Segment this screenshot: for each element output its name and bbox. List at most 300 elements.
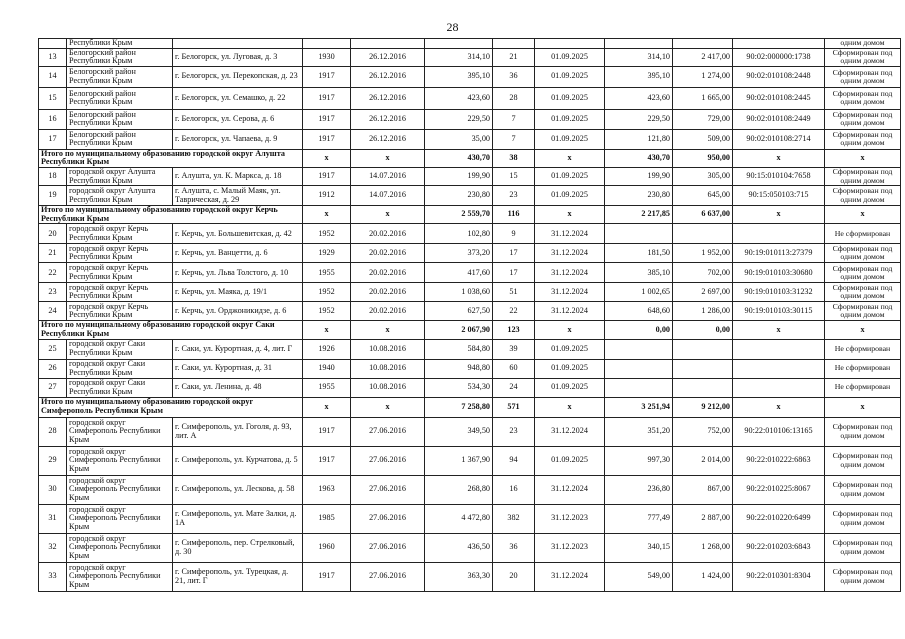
table-row (39, 87, 901, 109)
cell-date: 10.08.2016 (351, 339, 425, 359)
cell-cost: 1 286,00 (673, 302, 733, 321)
cell-date: 20.02.2016 (351, 224, 425, 244)
cell-residents: 38 (493, 149, 535, 167)
cell-cost: 2 697,00 (673, 283, 733, 302)
cell-total-label: Итого по муниципальному образованию городской округ Симферополь Республики Крым (39, 397, 303, 417)
cell-status: x (825, 206, 901, 224)
cell-cost: 2 887,00 (673, 504, 733, 533)
cell-number: 15 (39, 87, 67, 109)
cell-area: 395,10 (425, 66, 493, 87)
cell-cost: 2 417,00 (673, 48, 733, 66)
cell-residents: 123 (493, 321, 535, 339)
cell-year: 1926 (303, 339, 351, 359)
cell-total-label: Итого по муниципальному образованию городской округ Алушта Республики Крым (39, 149, 303, 167)
cell-cost: 6 637,00 (673, 206, 733, 224)
cell-cost: 1 424,00 (673, 562, 733, 591)
cell-date: 20.02.2016 (351, 244, 425, 263)
cell-area: 2 559,70 (425, 206, 493, 224)
cell-area-resettled: 997,30 (605, 446, 673, 475)
cell-deadline: 01.09.2025 (535, 109, 605, 129)
table-row (39, 66, 901, 87)
cell-number: 24 (39, 302, 67, 321)
cell-cadastral: 90:02:010108:2448 (733, 66, 825, 87)
cell-area-resettled: 1 002,65 (605, 283, 673, 302)
table-row (39, 504, 901, 533)
cell-date: 14.07.2016 (351, 186, 425, 206)
cell-status: x (825, 397, 901, 417)
cell-area: 4 472,80 (425, 504, 493, 533)
cell-deadline: 31.12.2024 (535, 417, 605, 446)
cell-residents: 60 (493, 359, 535, 378)
cell-cadastral: 90:15:050103:715 (733, 186, 825, 206)
cell-number: 18 (39, 167, 67, 185)
cell-cost: 702,00 (673, 263, 733, 283)
cell-address: г. Симферополь, ул. Мате Залки, д. 1А (173, 504, 303, 533)
cell-area: 199,90 (425, 167, 493, 185)
cell-residents: 116 (493, 206, 535, 224)
cell-year: 1917 (303, 167, 351, 185)
table-row (39, 224, 901, 244)
cell-empty (535, 39, 605, 49)
cell-year: 1940 (303, 359, 351, 378)
cell-residents: 9 (493, 224, 535, 244)
cell-cadastral: 90:02:010108:2449 (733, 109, 825, 129)
cell-municipality: городской округ Алушта Республики Крым (67, 186, 173, 206)
cell-status: Сформирован под одним домом (825, 446, 901, 475)
cell-number: 23 (39, 283, 67, 302)
cell-date: x (351, 206, 425, 224)
cell-date: 20.02.2016 (351, 283, 425, 302)
cell-cost (673, 378, 733, 397)
cell-address: г. Белогорск, ул. Луговая, д. 3 (173, 48, 303, 66)
cell-area-resettled (605, 339, 673, 359)
cell-area-resettled: 395,10 (605, 66, 673, 87)
cell-cadastral: 90:19:010113:27379 (733, 244, 825, 263)
cell-deadline: 31.12.2024 (535, 302, 605, 321)
cell-deadline: x (535, 149, 605, 167)
cell-number: 17 (39, 129, 67, 149)
cell-total-label: Итого по муниципальному образованию городской округ Керчь Республики Крым (39, 206, 303, 224)
cell-area-resettled (605, 359, 673, 378)
cell-area-resettled: 3 251,94 (605, 397, 673, 417)
cell-municipality: Белогорский район Республики Крым (67, 66, 173, 87)
cell-residents: 22 (493, 302, 535, 321)
cell-year: 1912 (303, 186, 351, 206)
table-row (39, 359, 901, 378)
cell-year: 1929 (303, 244, 351, 263)
cell-municipality: городской округ Симферополь Республики Крым (67, 417, 173, 446)
cell-residents: 36 (493, 66, 535, 87)
cell-residents: 23 (493, 417, 535, 446)
cell-area-resettled: 314,10 (605, 48, 673, 66)
cell-area: 35,00 (425, 129, 493, 149)
cell-municipality: городской округ Симферополь Республики Крым (67, 533, 173, 562)
cell-residents: 7 (493, 129, 535, 149)
cell-year: x (303, 206, 351, 224)
cell-area: 314,10 (425, 48, 493, 66)
cell-date: 27.06.2016 (351, 533, 425, 562)
cell-cost: 1 952,00 (673, 244, 733, 263)
cell-address: г. Симферополь, ул. Лескова, д. 58 (173, 475, 303, 504)
cell-year: 1917 (303, 109, 351, 129)
cell-date: x (351, 149, 425, 167)
cell-area-resettled (605, 224, 673, 244)
cell-cost: 729,00 (673, 109, 733, 129)
cell-area-resettled: 236,80 (605, 475, 673, 504)
cell-cost: 950,00 (673, 149, 733, 167)
cell-cadastral: 90:22:010301:8304 (733, 562, 825, 591)
cell-area: 363,30 (425, 562, 493, 591)
cell-cadastral: 90:19:010103:31232 (733, 283, 825, 302)
cell-number (39, 39, 67, 49)
cell-date: 26.12.2016 (351, 66, 425, 87)
cell-year: 1952 (303, 283, 351, 302)
cell-deadline: 31.12.2024 (535, 283, 605, 302)
cell-date: 20.02.2016 (351, 302, 425, 321)
cell-status: Сформирован под одним домом (825, 244, 901, 263)
cell-area: 7 258,80 (425, 397, 493, 417)
cell-address: г. Керчь, ул. Орджоникидзе, д. 6 (173, 302, 303, 321)
cell-cost (673, 339, 733, 359)
cell-empty (493, 39, 535, 49)
table-row (39, 417, 901, 446)
cell-area-resettled: 199,90 (605, 167, 673, 185)
cell-cost: 867,00 (673, 475, 733, 504)
cell-year: 1917 (303, 129, 351, 149)
cell-area-resettled: 0,00 (605, 321, 673, 339)
cell-municipality: городской округ Симферополь Республики Крым (67, 504, 173, 533)
cell-address: г. Керчь, ул. Ванцетти, д. 6 (173, 244, 303, 263)
cell-area-resettled: 2 217,85 (605, 206, 673, 224)
cell-date: 27.06.2016 (351, 562, 425, 591)
cell-status: Сформирован под одним домом (825, 186, 901, 206)
cell-cadastral: 90:02:010108:2714 (733, 129, 825, 149)
cell-area: 102,80 (425, 224, 493, 244)
table-row (39, 109, 901, 129)
cell-status: Сформирован под одним домом (825, 562, 901, 591)
cell-residents: 7 (493, 109, 535, 129)
cell-cadastral (733, 224, 825, 244)
cell-deadline: 01.09.2025 (535, 359, 605, 378)
cell-date: x (351, 397, 425, 417)
cell-area-resettled: 230,80 (605, 186, 673, 206)
cell-date: 10.08.2016 (351, 378, 425, 397)
cell-date: x (351, 321, 425, 339)
cell-deadline: 31.12.2023 (535, 504, 605, 533)
cell-area: 1 367,90 (425, 446, 493, 475)
cell-year: 1917 (303, 87, 351, 109)
cell-cadastral: 90:15:010104:7658 (733, 167, 825, 185)
cell-deadline: 01.09.2025 (535, 167, 605, 185)
table-row (39, 446, 901, 475)
cell-status: Сформирован под одним домом (825, 283, 901, 302)
cell-cadastral: x (733, 397, 825, 417)
cell-deadline: 01.09.2025 (535, 87, 605, 109)
cell-deadline: 01.09.2025 (535, 446, 605, 475)
cell-municipality: городской округ Алушта Республики Крым (67, 167, 173, 185)
cell-area-resettled: 229,50 (605, 109, 673, 129)
cell-cost (673, 359, 733, 378)
cell-empty (733, 39, 825, 49)
cell-status: Сформирован под одним домом (825, 504, 901, 533)
cell-cost: 1 274,00 (673, 66, 733, 87)
cell-cadastral: x (733, 321, 825, 339)
cell-residents: 17 (493, 263, 535, 283)
cell-cadastral: 90:22:010106:13165 (733, 417, 825, 446)
cell-date: 10.08.2016 (351, 359, 425, 378)
cell-cadastral (733, 378, 825, 397)
cell-cadastral: 90:19:010103:30115 (733, 302, 825, 321)
table-row (39, 283, 901, 302)
cell-status: Сформирован под одним домом (825, 533, 901, 562)
table-total-row (39, 149, 901, 167)
cell-area: 423,60 (425, 87, 493, 109)
cell-municipality: Белогорский район Республики Крым (67, 109, 173, 129)
cell-area: 948,80 (425, 359, 493, 378)
cell-date: 26.12.2016 (351, 129, 425, 149)
cell-residents: 28 (493, 87, 535, 109)
cell-number: 32 (39, 533, 67, 562)
table-row-continued (39, 39, 901, 49)
cell-date: 14.07.2016 (351, 167, 425, 185)
cell-address: г. Алушта, ул. К. Маркса, д. 18 (173, 167, 303, 185)
cell-municipality: Белогорский район Республики Крым (67, 129, 173, 149)
cell-deadline: 31.12.2023 (535, 533, 605, 562)
cell-status: Сформирован под одним домом (825, 167, 901, 185)
cell-status: одним домом (825, 39, 901, 49)
cell-cost: 645,00 (673, 186, 733, 206)
cell-empty (351, 39, 425, 49)
cell-area: 2 067,90 (425, 321, 493, 339)
cell-address: г. Симферополь, ул. Гоголя, д. 93, лит. А (173, 417, 303, 446)
cell-area: 373,20 (425, 244, 493, 263)
cell-address: г. Белогорск, ул. Семашко, д. 22 (173, 87, 303, 109)
cell-area: 229,50 (425, 109, 493, 129)
cell-date: 27.06.2016 (351, 446, 425, 475)
cell-municipality: городской округ Керчь Республики Крым (67, 302, 173, 321)
cell-year: 1917 (303, 66, 351, 87)
cell-cadastral (733, 359, 825, 378)
cell-status: Сформирован под одним домом (825, 417, 901, 446)
cell-residents: 94 (493, 446, 535, 475)
cell-area-resettled: 648,60 (605, 302, 673, 321)
cell-deadline: 31.12.2024 (535, 475, 605, 504)
cell-deadline: 01.09.2025 (535, 339, 605, 359)
cell-residents: 382 (493, 504, 535, 533)
table-row (39, 167, 901, 185)
cell-municipality: городской округ Саки Республики Крым (67, 378, 173, 397)
cell-area: 534,30 (425, 378, 493, 397)
cell-address: г. Саки, ул. Курортная, д. 4, лит. Г (173, 339, 303, 359)
table-row (39, 244, 901, 263)
cell-municipality: городской округ Симферополь Республики Крым (67, 562, 173, 591)
cell-cadastral: x (733, 149, 825, 167)
cell-deadline: x (535, 321, 605, 339)
table-total-row (39, 206, 901, 224)
cell-date: 26.12.2016 (351, 48, 425, 66)
cell-address: г. Алушта, с. Малый Маяк, ул. Таврическая, д. 29 (173, 186, 303, 206)
cell-area: 1 038,60 (425, 283, 493, 302)
cell-area-resettled: 430,70 (605, 149, 673, 167)
cell-residents: 571 (493, 397, 535, 417)
table-row (39, 129, 901, 149)
cell-municipality: городской округ Саки Республики Крым (67, 339, 173, 359)
cell-residents: 16 (493, 475, 535, 504)
cell-residents: 36 (493, 533, 535, 562)
cell-status: Сформирован под одним домом (825, 87, 901, 109)
cell-cadastral: 90:02:010108:2445 (733, 87, 825, 109)
cell-status: Сформирован под одним домом (825, 475, 901, 504)
cell-empty (303, 39, 351, 49)
cell-area: 349,50 (425, 417, 493, 446)
cell-date: 27.06.2016 (351, 475, 425, 504)
cell-municipality: городской округ Керчь Республики Крым (67, 224, 173, 244)
cell-cost: 9 212,00 (673, 397, 733, 417)
cell-date: 20.02.2016 (351, 263, 425, 283)
cell-municipality: городской округ Саки Республики Крым (67, 359, 173, 378)
cell-cost: 305,00 (673, 167, 733, 185)
cell-cost (673, 224, 733, 244)
cell-cost: 2 014,00 (673, 446, 733, 475)
cell-number: 14 (39, 66, 67, 87)
cell-deadline: 31.12.2024 (535, 224, 605, 244)
cell-cost: 752,00 (673, 417, 733, 446)
cell-year: x (303, 149, 351, 167)
cell-address: г. Саки, ул. Ленина, д. 48 (173, 378, 303, 397)
cell-area-resettled: 423,60 (605, 87, 673, 109)
cell-status: Не сформирован (825, 224, 901, 244)
cell-municipality: городской округ Керчь Республики Крым (67, 283, 173, 302)
cell-deadline: 01.09.2025 (535, 186, 605, 206)
cell-deadline: 01.09.2025 (535, 66, 605, 87)
cell-year: x (303, 397, 351, 417)
cell-year: 1960 (303, 533, 351, 562)
cell-status: Сформирован под одним домом (825, 66, 901, 87)
cell-number: 27 (39, 378, 67, 397)
cell-year: 1930 (303, 48, 351, 66)
housing-table (38, 38, 901, 592)
cell-area-resettled: 777,49 (605, 504, 673, 533)
cell-deadline: 31.12.2024 (535, 562, 605, 591)
cell-deadline: 01.09.2025 (535, 48, 605, 66)
cell-cadastral: 90:19:010103:30680 (733, 263, 825, 283)
cell-cadastral: 90:22:010220:6499 (733, 504, 825, 533)
cell-number: 16 (39, 109, 67, 129)
table-total-row (39, 397, 901, 417)
cell-area-resettled: 549,00 (605, 562, 673, 591)
table-row (39, 302, 901, 321)
cell-address: г. Керчь, ул. Большевитская, д. 42 (173, 224, 303, 244)
table-body (39, 39, 901, 592)
cell-area-resettled: 121,80 (605, 129, 673, 149)
cell-residents: 20 (493, 562, 535, 591)
cell-deadline: 01.09.2025 (535, 378, 605, 397)
cell-cadastral: 90:02:000000:1738 (733, 48, 825, 66)
cell-deadline: 01.09.2025 (535, 129, 605, 149)
cell-year: 1985 (303, 504, 351, 533)
cell-municipality: Белогорский район Республики Крым (67, 48, 173, 66)
cell-status: Сформирован под одним домом (825, 302, 901, 321)
cell-address: г. Белогорск, ул. Серова, д. 6 (173, 109, 303, 129)
cell-area-resettled: 385,10 (605, 263, 673, 283)
cell-status: Не сформирован (825, 339, 901, 359)
cell-address: г. Белогорск, ул. Перекопская, д. 23 (173, 66, 303, 87)
cell-address: г. Белогорск, ул. Чапаева, д. 9 (173, 129, 303, 149)
cell-year: x (303, 321, 351, 339)
cell-residents: 15 (493, 167, 535, 185)
cell-number: 19 (39, 186, 67, 206)
cell-municipality: городской округ Керчь Республики Крым (67, 263, 173, 283)
cell-residents: 17 (493, 244, 535, 263)
cell-residents: 21 (493, 48, 535, 66)
cell-number: 21 (39, 244, 67, 263)
cell-deadline: x (535, 206, 605, 224)
cell-municipality: городской округ Керчь Республики Крым (67, 244, 173, 263)
cell-cadastral: 90:22:010225:8067 (733, 475, 825, 504)
cell-status: Не сформирован (825, 378, 901, 397)
cell-number: 33 (39, 562, 67, 591)
cell-area-resettled: 181,50 (605, 244, 673, 263)
cell-address: г. Саки, ул. Курортная, д. 31 (173, 359, 303, 378)
cell-empty (425, 39, 493, 49)
cell-number: 22 (39, 263, 67, 283)
cell-residents: 51 (493, 283, 535, 302)
table-row (39, 533, 901, 562)
cell-status: x (825, 149, 901, 167)
cell-total-label: Итого по муниципальному образованию городской округ Саки Республики Крым (39, 321, 303, 339)
cell-number: 20 (39, 224, 67, 244)
cell-year: 1952 (303, 302, 351, 321)
cell-municipality: городской округ Симферополь Республики Крым (67, 475, 173, 504)
cell-municipality: городской округ Симферополь Республики Крым (67, 446, 173, 475)
cell-year: 1955 (303, 263, 351, 283)
cell-number: 26 (39, 359, 67, 378)
cell-address: г. Симферополь, ул. Турецкая, д. 21, лит. Г (173, 562, 303, 591)
table-row (39, 562, 901, 591)
cell-area: 268,80 (425, 475, 493, 504)
cell-area: 430,70 (425, 149, 493, 167)
cell-area-resettled (605, 378, 673, 397)
cell-cadastral (733, 339, 825, 359)
cell-number: 31 (39, 504, 67, 533)
cell-residents: 39 (493, 339, 535, 359)
cell-area: 436,50 (425, 533, 493, 562)
cell-empty (605, 39, 673, 49)
cell-address: г. Керчь, ул. Маяка, д. 19/1 (173, 283, 303, 302)
cell-year: 1917 (303, 562, 351, 591)
cell-deadline: 31.12.2024 (535, 263, 605, 283)
cell-status: Сформирован под одним домом (825, 109, 901, 129)
cell-status: Сформирован под одним домом (825, 48, 901, 66)
cell-date: 27.06.2016 (351, 504, 425, 533)
cell-cost: 0,00 (673, 321, 733, 339)
cell-address: г. Симферополь, пер. Стрелковый, д. 30 (173, 533, 303, 562)
cell-residents: 24 (493, 378, 535, 397)
cell-year: 1917 (303, 417, 351, 446)
cell-area: 230,80 (425, 186, 493, 206)
table-row (39, 263, 901, 283)
cell-status: x (825, 321, 901, 339)
cell-number: 30 (39, 475, 67, 504)
cell-year: 1952 (303, 224, 351, 244)
cell-area-resettled: 351,20 (605, 417, 673, 446)
cell-status: Сформирован под одним домом (825, 263, 901, 283)
table-row (39, 186, 901, 206)
table-row (39, 475, 901, 504)
cell-status: Сформирован под одним домом (825, 129, 901, 149)
cell-cost: 1 268,00 (673, 533, 733, 562)
cell-empty (673, 39, 733, 49)
